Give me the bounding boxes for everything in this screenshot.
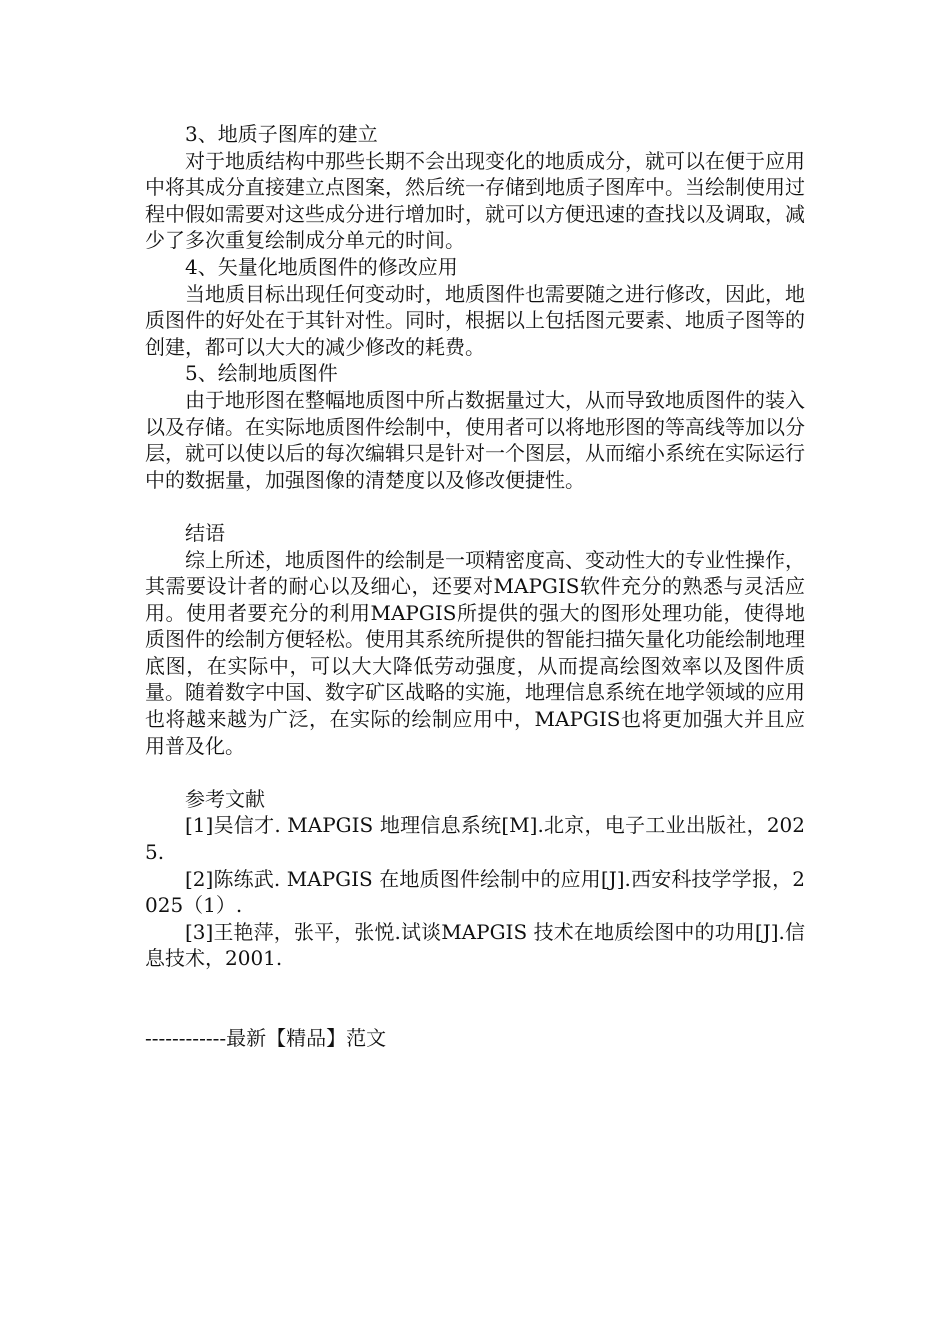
section-heading: 3、地质子图库的建立: [185, 122, 378, 146]
reference-item: [3]王艳萍，张平，张悦.试谈MAPGIS 技术在地质绘图中的功用[J].信息技术，2001.: [145, 919, 805, 971]
spacer: [145, 493, 805, 520]
section-paragraph: 由于地形图在整幅地质图中所占数据量过大，从而导致地质图件的装入以及存储。在实际地质图件绘制中，使用者可以将地形图的等高线等加以分层，就可以使以后的每次编辑只是针对一个图层，从而缩小系统在实际运行中的数据量，加强图像的清楚度以及修改便捷性。: [145, 387, 805, 492]
conclusion-heading: 结语: [185, 520, 225, 545]
reference-item: [1]吴信才. MAPGIS 地理信息系统[M].北京，电子工业出版社，2025.: [145, 813, 805, 865]
section-paragraph: 当地质目标出现任何变动时，地质图件也需要随之进行修改，因此，地质图件的好处在于其针对性。同时，根据以上包括图元要素、地质子图等的创建，都可以大大的减少修改的耗费。: [145, 281, 805, 359]
section-heading: 5、绘制地质图件: [185, 361, 338, 386]
section-paragraph: 对于地质结构中那些长期不会出现变化的地质成分，就可以在便于应用中将其成分直接建立点图案，然后统一存储到地质子图库中。当绘制使用过程中假如需要对这些成分进行增加时，就可以方便迅速的查找以及调取，减少了多次重复绘制成分单元的时间。: [145, 148, 805, 253]
spacer: [145, 759, 805, 786]
section-heading: 4、矢量化地质图件的修改应用: [185, 254, 458, 279]
references-heading: 参考文献: [185, 786, 265, 811]
reference-item: [2]陈练武. MAPGIS 在地质图件绘制中的应用[J].西安科技学学报，2025（1）.: [145, 866, 805, 918]
document-page: [145, 121, 805, 1052]
conclusion-paragraph: 综上所述，地质图件的绘制是一项精密度高、变动性大的专业性操作，其需要设计者的耐心以及细心，还要对MAPGIS软件充分的熟悉与灵活应用。使用者要充分的利用MAPGIS所提供的强大的图形处理功能，使得地质图件的绘制方便轻松。使用其系统所提供的智能扫描矢量化功能绘制地理底图，在实际中，可以大大降低劳动强度，从而提高绘图效率以及图件质量。随着数字中国、数字矿区战略的实施，地理信息系统在地学领域的应用也将越来越为广泛，在实际的绘制应用中，MAPGIS也将更加强大并且应用普及化。: [145, 547, 805, 758]
footer-text: ------------最新【精品】范文: [145, 1026, 387, 1050]
